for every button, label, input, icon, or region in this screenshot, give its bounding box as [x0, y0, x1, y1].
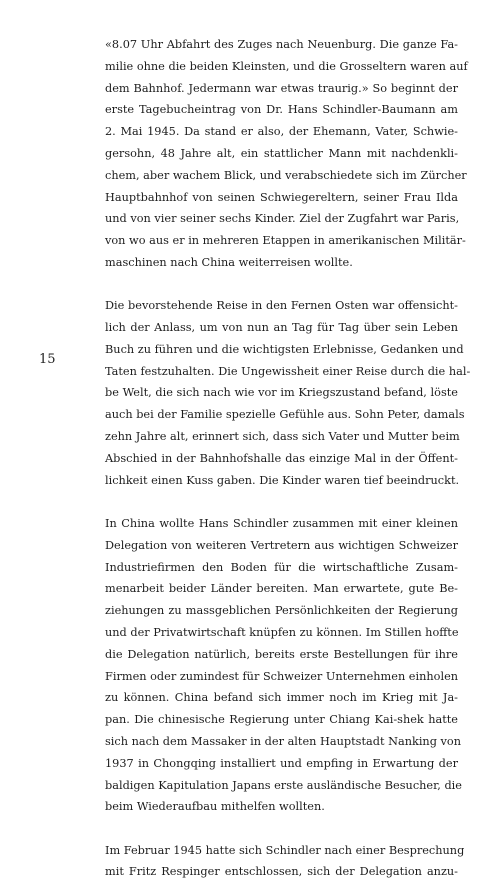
text-line: und der Privatwirtschaft knüpfen zu können. Im Stillen hoffte [105, 625, 459, 639]
text-line: sich nach dem Massaker in der alten Hauptstadt Nanking von [105, 734, 461, 748]
text-line: auch bei der Familie spezielle Gefühle aus. Sohn Peter, damals [105, 408, 465, 422]
text-line: Hauptbahnhof von seinen Schwiegereltern, seiner Frau Ilda [105, 190, 458, 204]
text-line: Buch zu führen und die wichtigsten Erlebnisse, Gedanken und [105, 342, 464, 356]
text-line: dem Bahnhof. Jedermann war etwas traurig.» So beginnt der [105, 81, 458, 95]
text-line: baldigen Kapitulation Japans erste ausländische Besucher, die [105, 778, 462, 792]
text-line: zehn Jahre alt, erinnert sich, dass sich Vater und Mutter beim [105, 430, 460, 444]
text-line: Industriefirmen den Boden für die wirtschaftliche Zusam- [105, 560, 458, 574]
text-line: mit Fritz Respinger entschlossen, sich der Delegation anzu- [105, 865, 458, 879]
text-line: zu können. China befand sich immer noch im Krieg mit Ja- [105, 691, 458, 705]
text-line: erste Tagebucheintrag von Dr. Hans Schindler-Baumann am [105, 103, 458, 117]
text-line: Im Februar 1945 hatte sich Schindler nach einer Besprechung [105, 843, 465, 857]
paragraph-february-decision [105, 840, 465, 883]
text-line: Abschied in der Bahnhofshalle das einzige Mal in der Öffent- [105, 451, 458, 465]
text-line: 2. Mai 1945. Da stand er also, der Ehemann, Vater, Schwie- [105, 125, 458, 139]
text-line: chem, aber wachem Blick, und verabschiedete sich im Zürcher [105, 168, 467, 182]
text-line: gersohn, 48 Jahre alt, ein stattlicher Mann mit nachdenkli- [105, 146, 458, 160]
text-line: In China wollte Hans Schindler zusammen mit einer kleinen [105, 516, 458, 530]
text-line: lich der Anlass, um von nun an Tag für Tag über sein Leben [105, 321, 458, 335]
text-line: lichkeit einen Kuss gaben. Die Kinder waren tief beeindruckt. [105, 473, 460, 487]
text-line: «8.07 Uhr Abfahrt des Zuges nach Neuenburg. Die ganze Fa- [105, 38, 458, 51]
body-text [105, 34, 471, 883]
text-line: be Welt, die sich nach wie vor im Kriegszustand befand, löste [105, 386, 458, 400]
text-line: von wo aus er in mehreren Etappen in amerikanischen Militär- [105, 234, 466, 248]
page-number: 15 [39, 352, 56, 367]
text-line: und von vier seiner sechs Kinder. Ziel der Zugfahrt war Paris, [105, 212, 460, 226]
text-line: Taten festzuhalten. Die Ungewissheit einer Reise durch die hal- [105, 364, 471, 378]
text-line: Die bevorstehende Reise in den Fernen Osten war offensicht- [105, 299, 458, 313]
text-line: die Delegation natürlich, bereits erste Bestellungen für ihre [105, 647, 458, 661]
text-line: Delegation von weiteren Vertretern aus wichtigen Schweizer [105, 538, 458, 552]
paragraph-diary-motivation [105, 295, 471, 491]
text-line: beim Wiederaufbau mithelfen wollten. [105, 800, 325, 814]
text-line: menarbeit beider Länder bereiten. Man erwartete, gute Be- [105, 582, 458, 596]
text-line: 1937 in Chongqing installiert und empfing in Erwartung der [105, 756, 458, 770]
text-line: Firmen oder zumindest für Schweizer Unternehmen einholen [105, 669, 459, 683]
text-line: milie ohne die beiden Kleinsten, und die Grosseltern waren auf [105, 59, 468, 73]
text-line: pan. Die chinesische Regierung unter Chiang Kai-shek hatte [105, 713, 458, 727]
text-line: ziehungen zu massgeblichen Persönlichkeiten der Regierung [105, 604, 458, 618]
paragraph-china-delegation [105, 513, 462, 818]
paragraph-departure [105, 34, 468, 274]
text-line: maschinen nach China weiterreisen wollte. [105, 255, 353, 269]
